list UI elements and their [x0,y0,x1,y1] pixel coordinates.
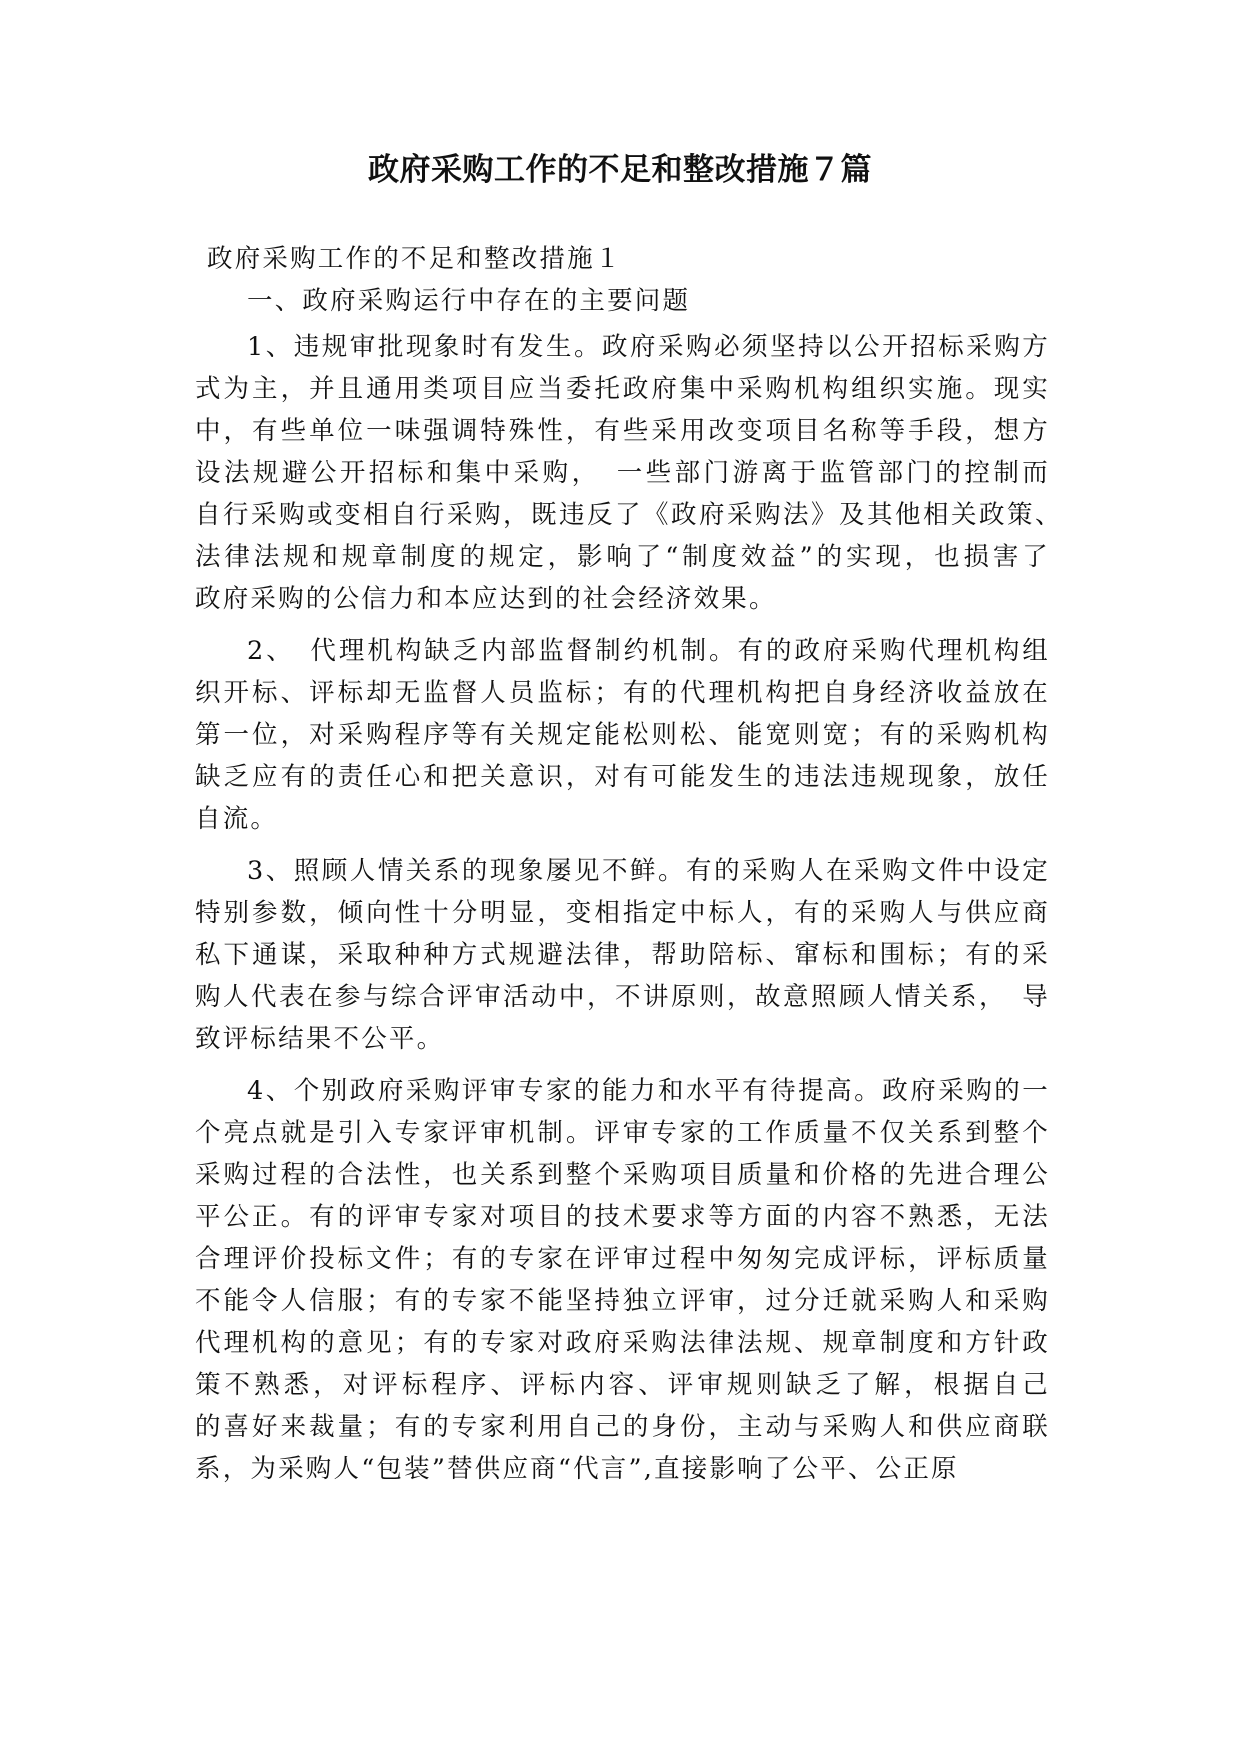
paragraph-3: 3、照顾人情关系的现象屡见不鲜。有的采购人在采购文件中设定特别参数，倾向性十分明显，变相指定中标人，有的采购人与供应商私下通谋，采取种种方式规避法律，帮助陪标、窜标和围标；有的采购人代表在参与综合评审活动中，不讲原则，故意照顾人情关系， 导致评标结果不公平。 [195,856,1050,1054]
document-body [195,238,1078,1500]
paragraph-1: 1、违规审批现象时有发生。政府采购必须坚持以公开招标采购方式为主，并且通用类项目应当委托政府集中采购机构组织实施。现实中，有些单位一味强调特殊性，有些采用改变项目名称等手段，想方设法规避公开招标和集中采购， 一些部门游离于监管部门的控制而 自行采购或变相自行采购，既违反了《政府采购法》及其他相关政策、 法律法规和规章制度的规定，影响了“制度效益”的实现，也损害了 政府采购的公信力和本应达到的社会经济效果。 [195,332,1078,614]
paragraph-2: 2、 代理机构缺乏内部监督制约机制。有的政府采购代理机构组 织开标、评标却无监督人员监标；有的代理机构把自身经济收益放在 第一位，对采购程序等有关规定能松则松、能宽则宽；有的采购机构 缺乏应有的责任心和把关意识，对有可能发生的违法违规现象，放任 自流。 [195,636,1078,834]
section-heading: 一、政府采购运行中存在的主要问题 [247,286,691,316]
document-title: 政府采购工作的不足和整改措施７篇 [368,152,872,188]
document-subtitle: 政府采购工作的不足和整改措施１ [207,244,623,274]
paragraph-4: 4、个别政府采购评审专家的能力和水平有待提高。政府采购的一个亮点就是引入专家评审机制。评审专家的工作质量不仅关系到整个采购过程的合法性，也关系到整个采购项目质量和价格的先进合理公平公正。有的评审专家对项目的技术要求等方面的内容不熟悉，无法合理评价投标文件；有的专家在评审过程中匆匆完成评标，评标质量不能令人信服；有的专家不能坚持独立评审，过分迁就采购人和采购代理机构的意见；有的专家对政府采购法律法规、规章制度和方针政策不熟悉，对评标程序、评标内容、评审规则缺乏了解，根据自己 的喜好来裁量；有的专家利用自己的身份，主动与采购人和供应商联 系，为采购人“包装”替供应商“代言”,直接影响了公平、公正原 [195,1076,1078,1484]
